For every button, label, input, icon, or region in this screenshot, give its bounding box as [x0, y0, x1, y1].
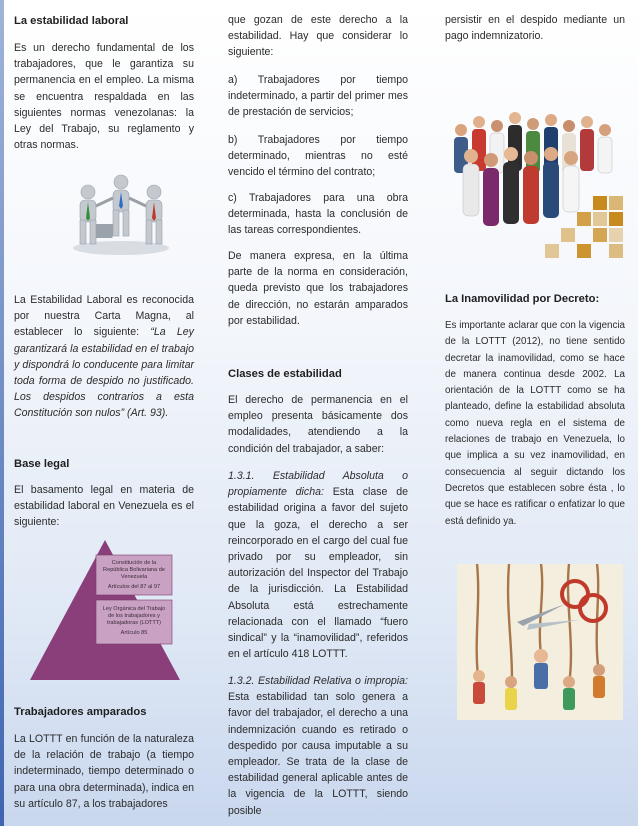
section-estabilidad-absoluta	[228, 468, 408, 662]
pyramid-box1-line2: República Bolivariana de	[103, 567, 165, 573]
absoluta-title: 1.3.1. Estabilidad Absoluta o propiamente dicha:	[228, 470, 408, 499]
teamwork-figures-illustration	[66, 172, 176, 257]
pyramid-box2-line2: de los trabajadores y	[108, 613, 160, 619]
workers-group-photo	[443, 100, 631, 268]
heading-base-legal: Base legal	[14, 458, 70, 470]
list-item-c: c) Trabajadores para una obra determinada, hasta la conclusión de las tareas correspondientes.	[228, 192, 408, 237]
relativa-text: Esta estabilidad tan solo genera a favor del trabajador, el derecho a una indemnización cuando es retirado o despedido por causa imputable a su empleador. Se trata de la clase de estabilidad general aplicable antes de la vigencia de la LOTTT, siendo posible	[228, 691, 408, 817]
pyramid-box2-line4: Artículo 85	[120, 630, 148, 636]
absoluta-text: Esta clase de estabilidad origina a favor del sujeto que la goza, el derecho a ser reincorporado en el cargo del cual fue privado por su empleador, sin autorización del Inspector del Trabajo de la jurisdicción. La Estabilidad Absoluta está estrechamente relacionada con el llamado “fuero sindical” y la “inamovilidad”, referidos en el artículo 418 LOTTT.	[228, 486, 409, 661]
column-2	[228, 0, 408, 826]
column-1	[14, 0, 194, 826]
column-3	[445, 0, 625, 826]
paragraph-lottt: La LOTTT en función de la naturaleza de la relación de trabajo (a tiempo indeterminado, tiempo determinado o para una obra determinada), indica en su artículo 87, a los trabajadores	[14, 733, 194, 810]
section-estabilidad-relativa	[228, 673, 408, 819]
paragraph-carta-magna	[14, 292, 194, 422]
pyramid-box1-line3: Venezuela	[120, 574, 148, 580]
scissors-cutting-ropes-illustration	[457, 564, 623, 720]
legal-pyramid-diagram	[30, 540, 180, 680]
list-item-a: a) Trabajadores por tiempo indeterminado, a partir del primer mes de prestación de servicios;	[228, 74, 408, 119]
pyramid-box2-line1: Ley Orgánica del Trabajo	[102, 606, 166, 612]
paragraph-base-legal: El basamento legal en materia de estabilidad laboral en Venezuela es el siguiente:	[14, 484, 194, 529]
pyramid-box1-line4: Artículos del 87 al 97	[107, 584, 161, 590]
carta-magna-intro: La Estabilidad Laboral es reconocida por nuestra Carta Magna, al establecer lo siguiente:	[14, 294, 194, 339]
left-edge-bar	[0, 0, 4, 826]
heading-trabajadores-amparados: Trabajadores amparados	[14, 706, 147, 718]
paragraph-continuation: que gozan de este derecho a la estabilidad. Hay que considerar lo siguiente:	[228, 14, 408, 59]
list-item-b: b) Trabajadores por tiempo determinado, mientras no esté vencido el término del contrato;	[228, 134, 408, 179]
paragraph-persistir: persistir en el despido mediante un pago indemnizatorio.	[445, 14, 625, 43]
constitution-quote: “La Ley garantizará la estabilidad en el trabajo y dispondrá lo conducente para limitar toda forma de despido no justificado. Los despidos contrarios a esta Constitución son nulos” (Art. 93).	[14, 326, 194, 420]
paragraph-definition: Es un derecho fundamental de los trabajadores, que le garantiza su permanencia en el empleo. La misma se encuentra respaldada en las siguientes normas venezolanas: la Ley del Trabajo, su reglamento y otras normas.	[14, 42, 194, 152]
pyramid-box2-line3: trabajadoras (LOTTT)	[106, 620, 162, 626]
heading-estabilidad-laboral: La estabilidad laboral	[14, 15, 129, 27]
paragraph-modalidades: El derecho de permanencia en el empleo presenta básicamente dos modalidades, atendiendo a la condición del trabajador, a saber:	[228, 394, 408, 455]
pyramid-box1-line1: Constitución de la	[111, 560, 157, 566]
heading-inamovilidad-decreto: La Inamovilidad por Decreto:	[445, 293, 600, 305]
relativa-title: 1.3.2. Estabilidad Relativa o impropia:	[228, 675, 408, 687]
paragraph-trabajadores-direccion: De manera expresa, en la última parte de la norma en consideración, queda previsto que los trabajadores de dirección, no estarán amparados por estabilidad.	[228, 250, 408, 327]
paragraph-inamovilidad: Es importante aclarar que con la vigencia de la LOTTT (2012), no tiene sentido decretar la inamovilidad, como se hace de manera continua desde 2002. La orientación de la LOTTT como se ha planteado, define la estabilidad absoluta como nueva regla en el sistema de relaciones de trabajo en Venezuela, lo que implica a su vez inamovilidad, en consecuencia al seguir dictando los Decretos que establecen sobre ésta , lo que se hace es ratificar o enfatizar lo que está definido ya.	[445, 320, 625, 527]
heading-clases-estabilidad: Clases de estabilidad	[228, 368, 342, 380]
